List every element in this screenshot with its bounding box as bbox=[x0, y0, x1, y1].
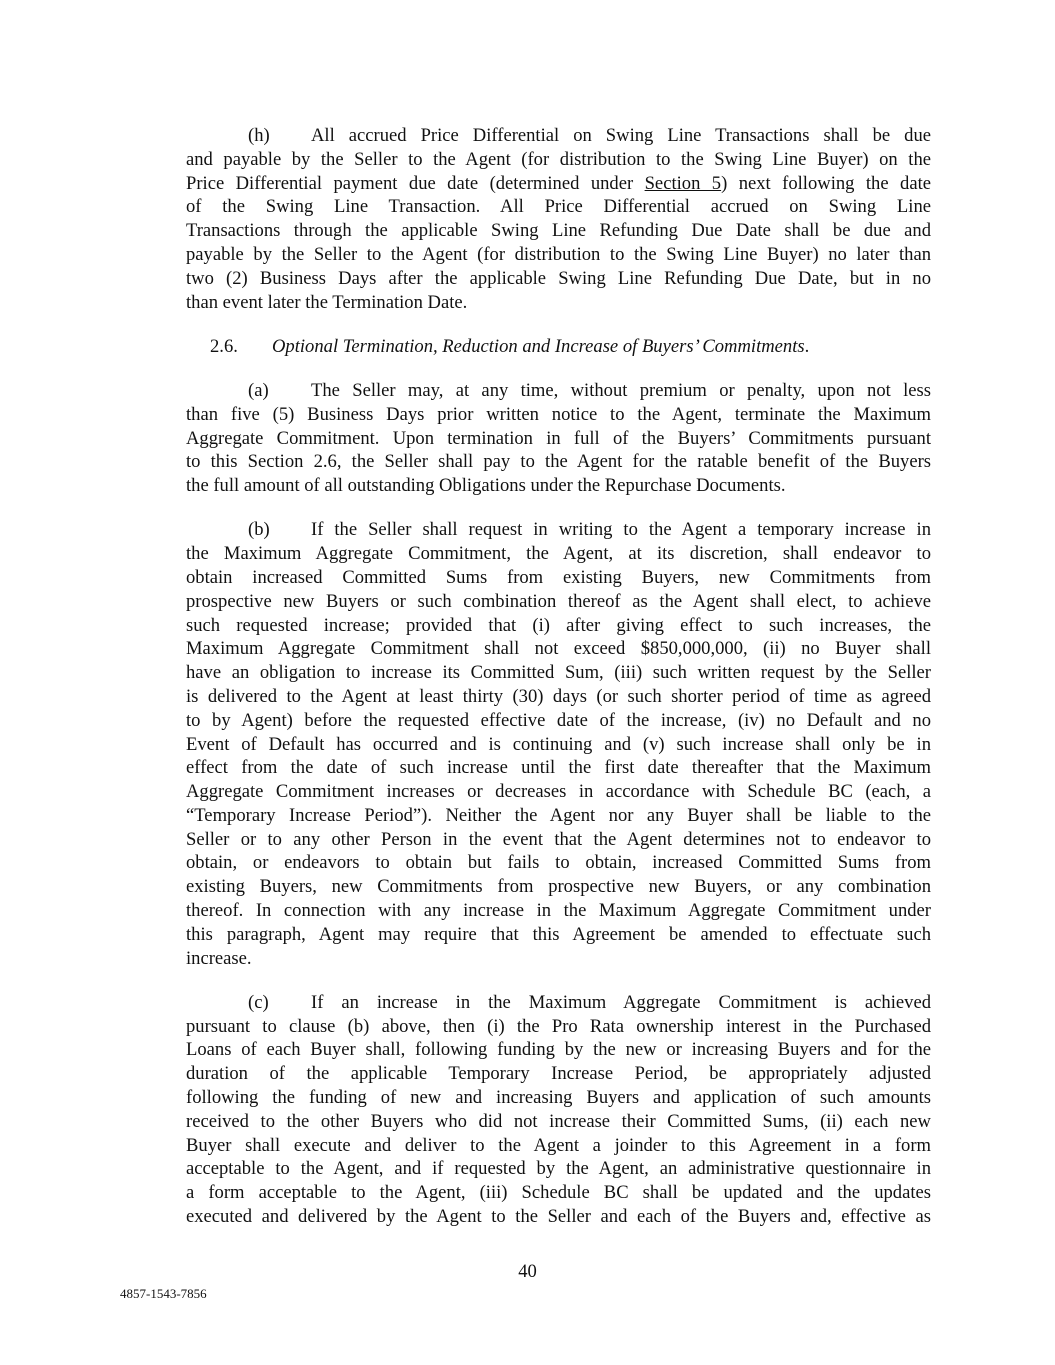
text-line bbox=[186, 1157, 931, 1181]
text-line bbox=[186, 875, 931, 899]
text-line bbox=[186, 450, 931, 474]
text-line bbox=[186, 614, 931, 638]
section-reference-link[interactable]: Section 5 bbox=[644, 172, 722, 194]
line-text: following the funding of new and increasing Buyers and application of such amounts bbox=[186, 1087, 931, 1109]
paragraph-label: (a) bbox=[248, 379, 269, 401]
line-text: the Maximum Aggregate Commitment, the Agent, at its discretion, shall endeavor to bbox=[186, 543, 931, 565]
line-text: Loans of each Buyer shall, following funding by the new or increasing Buyers and for the bbox=[186, 1039, 931, 1061]
text-line bbox=[186, 756, 931, 780]
paragraph-label: (b) bbox=[248, 519, 270, 541]
line-text: and payable by the Seller to the Agent (for distribution to the Swing Line Buyer) on the bbox=[186, 148, 931, 170]
text-line bbox=[186, 219, 931, 243]
line-text: existing Buyers, new Commitments from prospective new Buyers, or any combination bbox=[186, 876, 931, 898]
line-text: The Seller may, at any time, without premium or penalty, upon not less bbox=[311, 379, 931, 401]
text-line bbox=[186, 195, 931, 219]
line-text: Event of Default has occurred and is continuing and (v) such increase shall only be in bbox=[186, 733, 931, 755]
text-line bbox=[186, 1062, 931, 1086]
line-text: have an obligation to increase its Committed Sum, (iii) such written request by the Seller bbox=[186, 662, 931, 684]
text-line bbox=[186, 733, 931, 757]
text-line bbox=[186, 828, 931, 852]
line-text: such requested increase; provided that (i) after giving effect to such increases, the bbox=[186, 614, 931, 636]
line-text: than event later the Termination Date. bbox=[186, 291, 468, 313]
text-line bbox=[186, 267, 931, 291]
line-text: pursuant to clause (b) above, then (i) the Pro Rata ownership interest in the Purchased bbox=[186, 1015, 931, 1037]
line-text: to this Section 2.6, the Seller shall pay to the Agent for the ratable benefit of the Buyers bbox=[186, 451, 931, 473]
line-text: received to the other Buyers who did not increase their Committed Sums, (ii) each new bbox=[186, 1110, 931, 1132]
text-line bbox=[186, 148, 931, 172]
text-line bbox=[186, 291, 931, 315]
text-line bbox=[186, 1086, 931, 1110]
text-line bbox=[186, 1181, 931, 1205]
line-text: If an increase in the Maximum Aggregate Commitment is achieved bbox=[311, 991, 931, 1013]
line-text: Buyer shall execute and deliver to the Agent a joinder to this Agreement in a form bbox=[186, 1134, 931, 1156]
text-line bbox=[186, 637, 931, 661]
paragraph-a bbox=[186, 379, 931, 498]
text-line bbox=[186, 1205, 931, 1229]
paragraph-c bbox=[186, 991, 931, 1229]
line-text: If the Seller shall request in writing to the Agent a temporary increase in bbox=[311, 519, 931, 541]
line-text: than five (5) Business Days prior written notice to the Agent, terminate the Maximum bbox=[186, 403, 931, 425]
document-id-footer: 4857-1543-7856 bbox=[120, 1286, 207, 1301]
line-text: ) next following the date bbox=[721, 172, 931, 194]
line-text: Aggregate Commitment. Upon termination in full of the Buyers’ Commitments pursuant bbox=[186, 427, 931, 449]
text-line bbox=[186, 1038, 931, 1062]
section-title-period: . bbox=[804, 335, 810, 357]
line-text: All accrued Price Differential on Swing Line Transactions shall be due bbox=[311, 125, 931, 146]
line-text: Transactions through the applicable Swing Line Refunding Due Date shall be due and bbox=[186, 220, 931, 242]
line-text: “Temporary Increase Period”). Neither the Agent nor any Buyer shall be liable to the bbox=[186, 804, 931, 826]
line-text: two (2) Business Days after the applicable Swing Line Refunding Due Date, but in no bbox=[186, 267, 931, 289]
paragraph-b bbox=[186, 518, 931, 970]
paragraph-h bbox=[186, 124, 931, 314]
text-line bbox=[186, 780, 931, 804]
text-line bbox=[186, 709, 931, 733]
text-line bbox=[186, 851, 931, 875]
text-line bbox=[186, 991, 931, 1015]
line-text: executed and delivered by the Agent to the Seller and each of the Buyers and, effective as bbox=[186, 1206, 931, 1228]
line-text: prospective new Buyers or such combination thereof as the Agent shall elect, to achieve bbox=[186, 590, 931, 612]
line-text: this paragraph, Agent may require that this Agreement be amended to effectuate such bbox=[186, 923, 931, 945]
text-line bbox=[186, 427, 931, 451]
text-line bbox=[186, 947, 931, 971]
page-number: 40 bbox=[518, 1261, 537, 1282]
line-text: acceptable to the Agent, and if requested by the Agent, an administrative questionnaire in bbox=[186, 1158, 931, 1180]
line-text: of the Swing Line Transaction. All Price Differential accrued on Swing Line bbox=[186, 196, 931, 218]
text-line bbox=[186, 566, 931, 590]
paragraph-label: (c) bbox=[248, 991, 269, 1013]
text-line bbox=[186, 124, 931, 148]
text-line bbox=[186, 542, 931, 566]
line-text: Maximum Aggregate Commitment shall not exceed $850,000,000, (ii) no Buyer shall bbox=[186, 638, 931, 660]
line-text: obtain increased Committed Sums from existing Buyers, new Commitments from bbox=[186, 566, 931, 588]
text-line bbox=[186, 804, 931, 828]
line-text: a form acceptable to the Agent, (iii) Schedule BC shall be updated and the updates bbox=[186, 1182, 931, 1204]
text-line bbox=[186, 685, 931, 709]
text-line bbox=[186, 172, 931, 196]
line-text: duration of the applicable Temporary Increase Period, be appropriately adjusted bbox=[186, 1063, 931, 1085]
line-text: is delivered to the Agent at least thirty (30) days (or such shorter period of time as agreed bbox=[186, 685, 931, 707]
text-line bbox=[186, 403, 931, 427]
line-text: effect from the date of such increase until the first date thereafter that the Maximum bbox=[186, 757, 931, 779]
text-line bbox=[186, 661, 931, 685]
text-line bbox=[186, 1110, 931, 1134]
section-number: 2.6. bbox=[210, 335, 238, 357]
document-body bbox=[186, 124, 931, 1249]
text-line bbox=[186, 243, 931, 267]
line-text: Seller or to any other Person in the event that the Agent determines not to endeavor to bbox=[186, 828, 931, 850]
text-line bbox=[186, 923, 931, 947]
text-line bbox=[186, 474, 931, 498]
line-text: the full amount of all outstanding Obligations under the Repurchase Documents. bbox=[186, 475, 786, 497]
line-text: to by Agent) before the requested effective date of the increase, (iv) no Default and no bbox=[186, 709, 931, 731]
section-title: Optional Termination, Reduction and Increase of Buyers’ Commitments bbox=[272, 335, 805, 357]
text-line bbox=[186, 899, 931, 923]
line-text: thereof. In connection with any increase in the Maximum Aggregate Commitment under bbox=[186, 900, 931, 922]
line-text: increase. bbox=[186, 947, 252, 969]
line-text: payable by the Seller to the Agent (for distribution to the Swing Line Buyer) no later than bbox=[186, 243, 931, 265]
text-line bbox=[186, 590, 931, 614]
section-heading bbox=[186, 335, 931, 359]
line-text: obtain, or endeavors to obtain but fails to obtain, increased Committed Sums from bbox=[186, 852, 931, 874]
paragraph-label: (h) bbox=[248, 125, 270, 146]
text-line bbox=[186, 1015, 931, 1039]
line-text: Price Differential payment due date (determined under bbox=[186, 172, 645, 194]
line-text: Aggregate Commitment increases or decreases in accordance with Schedule BC (each, a bbox=[186, 781, 931, 803]
text-line bbox=[186, 518, 931, 542]
text-line bbox=[186, 1134, 931, 1158]
text-line bbox=[186, 379, 931, 403]
